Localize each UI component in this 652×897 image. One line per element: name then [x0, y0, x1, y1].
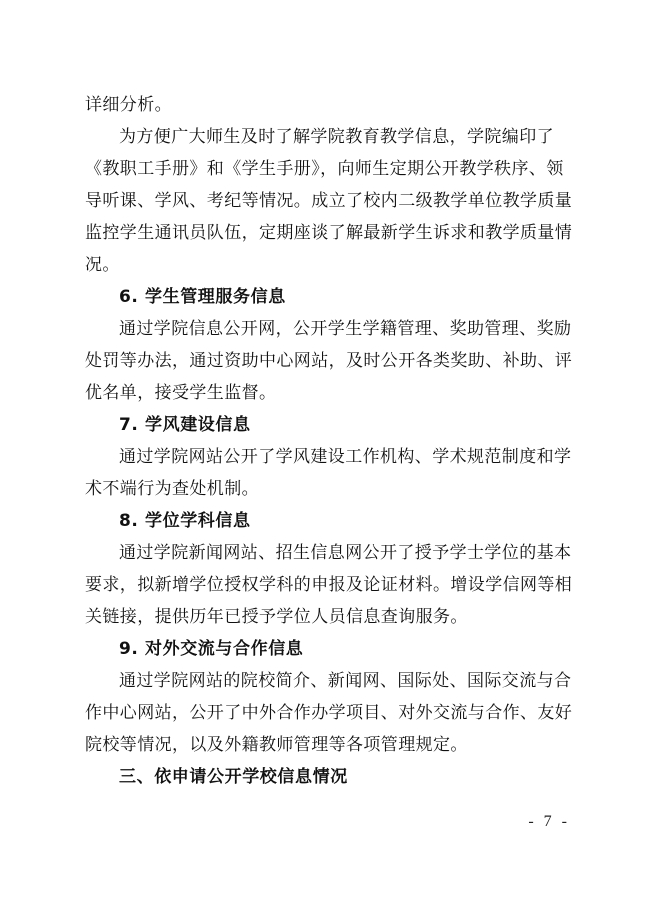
chapter-heading: 三、依申请公开学校信息情况 — [119, 767, 348, 787]
paragraph-line: 院校等情况，以及外籍教师管理等各项管理规定。 — [85, 735, 468, 755]
paragraph-line: 通过学院新闻网站、招生信息网公开了授予学士学位的基本 — [119, 543, 572, 563]
paragraph-line: 通过学院网站的院校简介、新闻网、国际处、国际交流与合 — [119, 671, 572, 691]
paragraph-line: 通过学院信息公开网，公开学生学籍管理、奖助管理、奖励 — [119, 319, 572, 339]
paragraph-line: 优名单，接受学生监督。 — [85, 383, 277, 403]
page-number: - 7 - — [528, 813, 570, 830]
paragraph-line: 术不端行为查处机制。 — [85, 479, 259, 499]
section-heading: 8. 学位学科信息 — [119, 511, 251, 531]
paragraph-line: 作中心网站，公开了中外合作办学项目、对外交流与合作、友好 — [85, 703, 573, 723]
paragraph-line: 处罚等办法，通过资助中心网站，及时公开各类奖助、补助、评 — [85, 351, 573, 371]
paragraph-line: 为方便广大师生及时了解学院教育教学信息，学院编印了 — [119, 127, 554, 147]
paragraph-line: 监控学生通讯员队伍，定期座谈了解最新学生诉求和教学质量情 — [85, 223, 573, 243]
paragraph-line: 关链接，提供历年已授予学位人员信息查询服务。 — [85, 607, 468, 627]
section-heading: 9. 对外交流与合作信息 — [119, 639, 304, 659]
paragraph-line: 导听课、学风、考纪等情况。成立了校内二级教学单位教学质量 — [85, 191, 573, 211]
paragraph-line: 通过学院网站公开了学风建设工作机构、学术规范制度和学 — [119, 447, 572, 467]
paragraph-line: 详细分析。 — [85, 95, 172, 115]
paragraph-line: 要求，拟新增学位授权学科的申报及论证材料。增设学信网等相 — [85, 575, 573, 595]
section-heading: 6. 学生管理服务信息 — [119, 287, 286, 307]
paragraph-line: 《教职工手册》和《学生手册》，向师生定期公开教学秩序、领 — [85, 159, 564, 179]
paragraph-line: 况。 — [85, 255, 120, 275]
section-heading: 7. 学风建设信息 — [119, 415, 251, 435]
